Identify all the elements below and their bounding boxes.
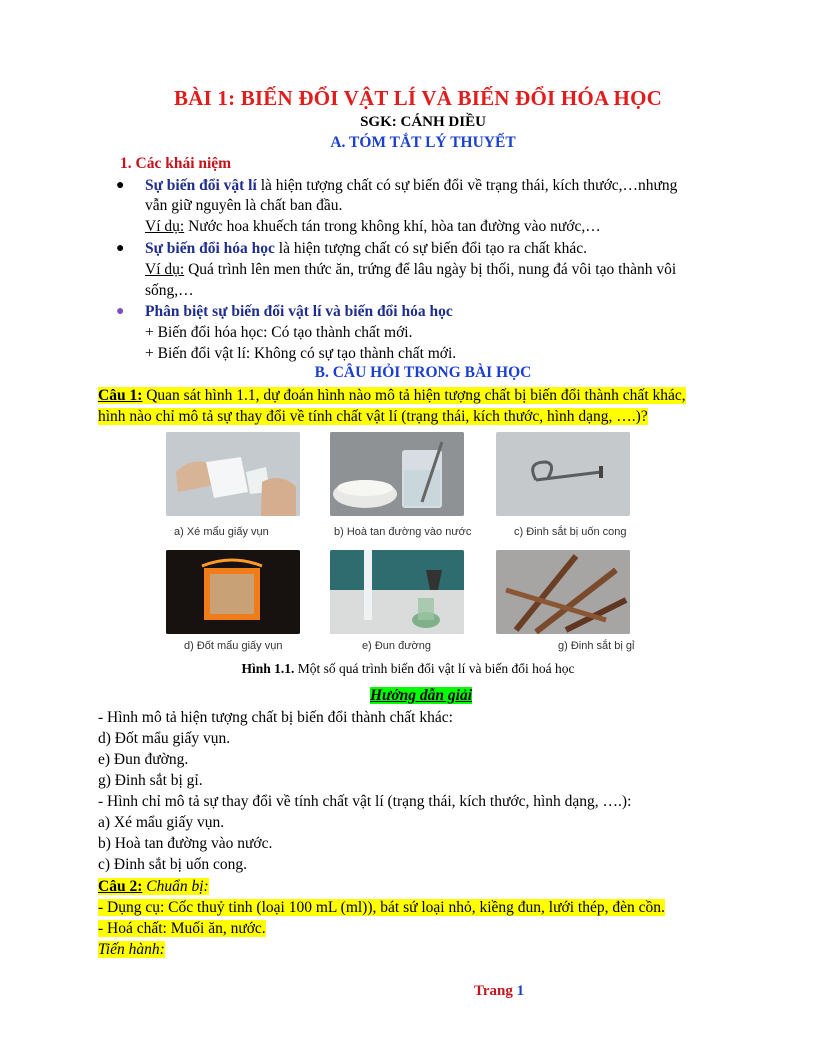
page-footer: Trang 1 [474,983,525,999]
physical-change-definition-cont: vẫn giữ nguyên là chất ban đầu. [145,197,343,214]
question-1-text: Câu 1: Quan sát hình 1.1, dự đoán hình nào mô tả hiện tượng chất bị biến đổi thành chất khác, [98,387,686,404]
answer-line: - Hình mô tả hiện tượng chất bị biến đổi thành chất khác: [98,709,453,726]
section-a-heading: A. TÓM TẮT LÝ THUYẾT [330,134,516,151]
question-1-text-cont: hình nào chỉ mô tả sự thay đổi về tính chất vật lí (trạng thái, kích thước, hình dạng, ….)? [98,408,648,425]
distinguish-physical: + Biến đổi vật lí: Không có sự tạo thành chất mới. [145,345,457,362]
photo-bent-nail [496,432,630,516]
solution-guide-heading: Hướng dẫn giải [370,687,473,704]
lesson-title: BÀI 1: BIẾN ĐỔI VẬT LÍ VÀ BIẾN ĐỔI HÓA HỌC [173,86,662,110]
bullet-icon: ● [116,304,125,319]
figure-caption-g: g) Đinh sắt bị gỉ [558,640,635,652]
physical-change-definition: Sự biến đổi vật lí là hiện tượng chất có sự biến đổi về trạng thái, kích thước,…nhưng [145,177,678,194]
photo-burning-paper [166,550,300,634]
chemical-change-example: Ví dụ: Quá trình lên men thức ăn, trứng để lâu ngày bị thối, nung đá vôi tạo thành vôi [145,261,677,278]
bullet-icon: ● [116,241,125,256]
concepts-heading: 1. Các khái niệm [120,155,232,172]
question-2-tools: - Dụng cụ: Cốc thuỷ tinh (loại 100 mL (ml)), bát sứ loại nhỏ, kiềng đun, lưới thép, đèn cồn. [98,899,665,916]
photo-rusty-nails [496,550,630,634]
figure-caption-a: a) Xé mẩu giấy vụn [174,526,269,538]
photo-heating-sugar [330,550,464,634]
answer-line: d) Đốt mẩu giấy vụn. [98,730,231,747]
physical-change-example: Ví dụ: Nước hoa khuếch tán trong không khí, hòa tan đường vào nước,… [145,218,601,235]
bullet-icon: ● [116,178,125,193]
photo-dissolving-sugar [330,432,464,516]
answer-line: - Hình chỉ mô tả sự thay đổi về tính chất vật lí (trạng thái, kích thước, hình dạng, ….): [98,793,632,810]
figure-caption-b: b) Hoà tan đường vào nước [334,526,472,538]
figure-caption: Hình 1.1. Một số quá trình biến đổi vật lí và biến đổi hoá học [241,661,575,676]
answer-line: c) Đinh sắt bị uốn cong. [98,856,247,873]
textbook-subtitle: SGK: CÁNH DIỀU [360,114,486,130]
figure-1-1 [166,432,648,654]
distinguish-chemical: + Biến đổi hóa học: Có tạo thành chất mới. [145,324,413,341]
chemical-change-example-cont: sống,… [145,282,194,299]
answer-line: b) Hoà tan đường vào nước. [98,835,273,852]
figure-caption-d: d) Đốt mẩu giấy vụn [184,640,283,652]
chemical-change-definition: Sự biến đổi hóa học là hiện tượng chất có sự biến đổi tạo ra chất khác. [145,240,587,257]
answer-line: a) Xé mẩu giấy vụn. [98,814,225,831]
section-b-heading: B. CÂU HỎI TRONG BÀI HỌC [314,364,532,381]
distinguish-heading: Phân biệt sự biến đổi vật lí và biến đổi hóa học [145,303,453,320]
figure-caption-c: c) Đinh sắt bị uốn cong [514,526,627,538]
answer-line: g) Đinh sắt bị gỉ. [98,772,203,789]
photo-tearing-paper [166,432,300,516]
question-2-chemicals: - Hoá chất: Muối ăn, nước. [98,920,266,937]
question-2-heading: Câu 2: Chuẩn bị: [98,878,209,895]
question-2-procedure: Tiến hành: [98,941,165,958]
answer-line: e) Đun đường. [98,751,189,768]
figure-caption-e: e) Đun đường [362,640,432,652]
